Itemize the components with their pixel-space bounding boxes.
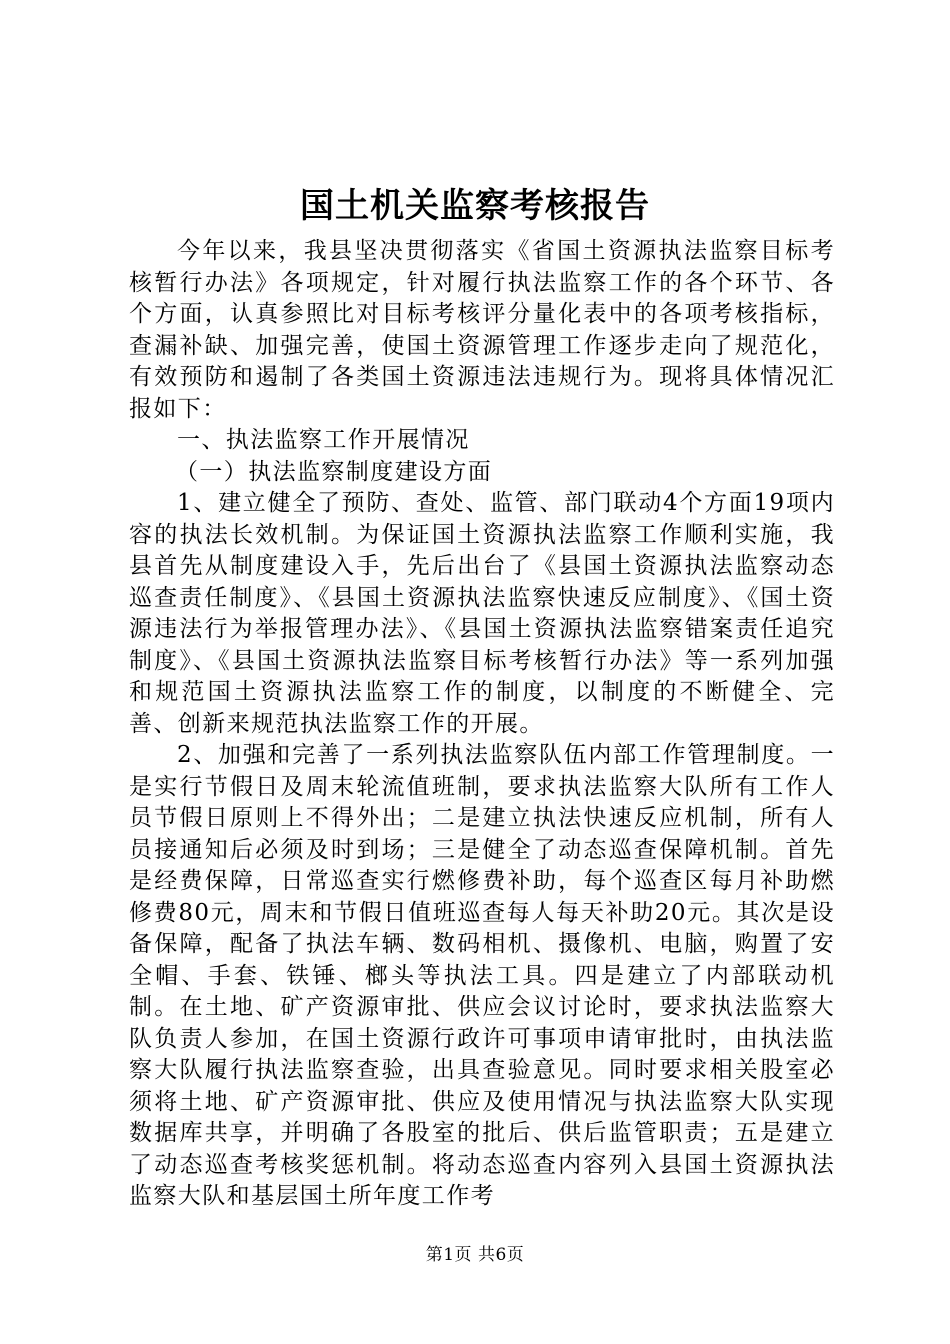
document-title: 国土机关监察考核报告 — [300, 186, 650, 226]
item-1-paragraph: 1、建立健全了预防、查处、监管、部门联动4个方面19项内容的执法长效机制。为保证国土资源执法监察工作顺利实施，我县首先从制度建设入手，先后出台了《县国土资源执法监察动态巡查责任制度》、《县国土资源执法监察快速反应制度》、《国土资源违法行为举报管理办法》、《县国土资源执法监察错案责任追究制度》、《县国土资源执法监察目标考核暂行办法》等一系列加强和规范国土资源执法监察工作的制度，以制度的不断健全、完善、创新来规范执法监察工作的开展。 — [129, 490, 835, 737]
intro-paragraph: 今年以来，我县坚决贯彻落实《省国土资源执法监察目标考核暂行办法》各项规定，针对履行执法监察工作的各个环节、各个方面，认真参照比对目标考核评分量化表中的各项考核指标，查漏补缺、加强完善，使国土资源管理工作逐步走向了规范化，有效预防和遏制了各类国土资源违法违规行为。现将具体情况汇报如下： — [129, 238, 835, 422]
section-heading: 一、执法监察工作开展情况 — [177, 427, 470, 453]
page-number-footer: 第1页 共6页 — [425, 1245, 525, 1265]
document-body — [129, 236, 835, 1213]
subsection-heading: （一）执法监察制度建设方面 — [175, 458, 493, 485]
item-2-paragraph: 2、加强和完善了一系列执法监察队伍内部工作管理制度。一是实行节假日及周末轮流值班制，要求执法监察大队所有工作人员节假日原则上不得外出；二是建立执法快速反应机制，所有人员接通知后必须及时到场；三是健全了动态巡查保障机制。首先是经费保障，日常巡查实行燃修费补助，每个巡查区每月补助燃修费80元，周末和节假日值班巡查每人每天补助20元。其次是设备保障，配备了执法车辆、数码相机、摄像机、电脑，购置了安全帽、手套、铁锤、榔头等执法工具。四是建立了内部联动机制。在土地、矿产资源审批、供应会议讨论时，要求执法监察大队负责人参加，在国土资源行政许可事项申请审批时，由执法监察大队履行执法监察查验，出具查验意见。同时要求相关股室必须将土地、矿产资源审批、供应及使用情况与执法监察大队实现数据库共享，并明确了各股室的批后、供后监管职责；五是建立了动态巡查考核奖惩机制。将动态巡查内容列入县国土资源执法监察大队和基层国土所年度工作考 — [129, 742, 835, 1209]
